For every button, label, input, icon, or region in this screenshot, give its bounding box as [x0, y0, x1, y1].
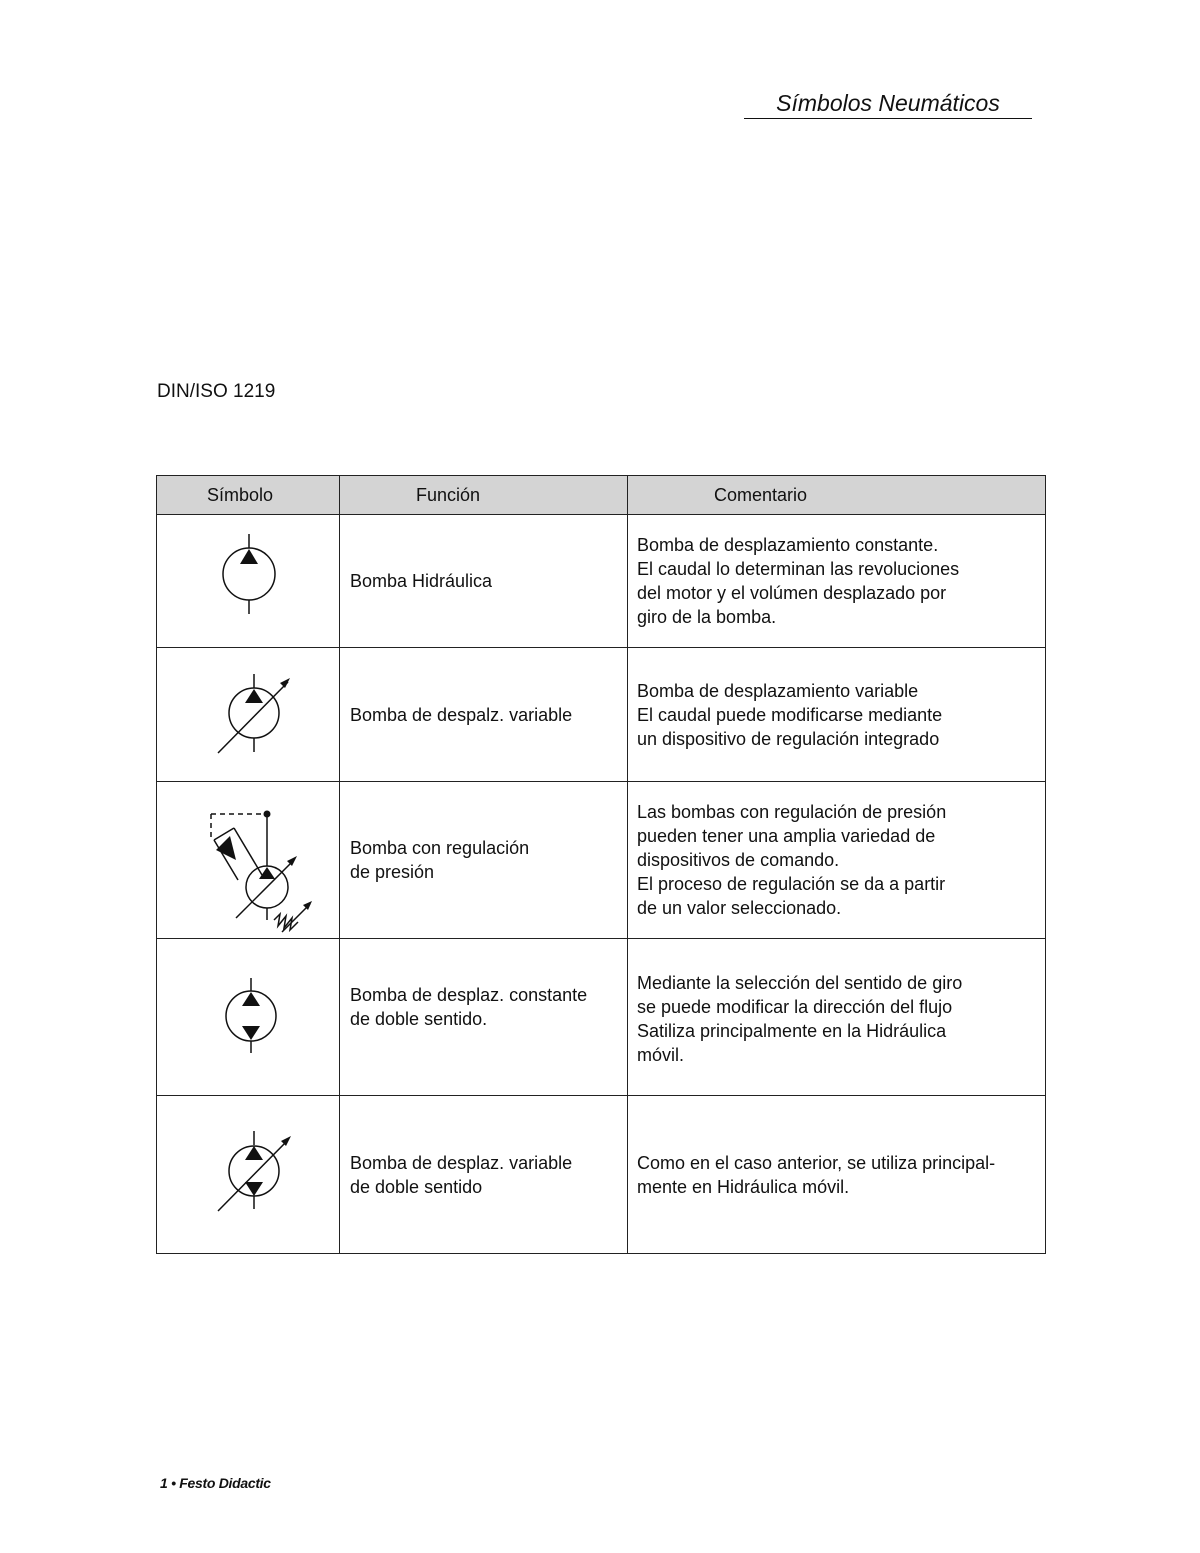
- symbol-cell: [157, 515, 340, 648]
- fixed-displacement-pump-icon: [188, 526, 308, 636]
- bidirectional-fixed-pump-icon: [188, 957, 308, 1077]
- table-row: [157, 782, 1046, 939]
- pressure-compensated-pump-icon: [178, 788, 318, 933]
- bidirectional-variable-pump-icon: [188, 1115, 308, 1235]
- column-header-funcion: Función: [340, 476, 628, 515]
- table-row: [157, 939, 1046, 1096]
- comentario-cell: Como en el caso anterior, se utiliza principal- mente en Hidráulica móvil.: [628, 1096, 1046, 1254]
- symbol-cell: [157, 782, 340, 939]
- symbols-table: [156, 475, 1046, 1254]
- comentario-cell: Bomba de desplazamiento constante. El caudal lo determinan las revoluciones del motor y el volúmen desplazado por giro de la bomba.: [628, 515, 1046, 648]
- funcion-cell: Bomba de desplaz. variable de doble sentido: [340, 1096, 628, 1254]
- table-header-row: [157, 476, 1046, 515]
- symbol-cell: [157, 1096, 340, 1254]
- variable-displacement-pump-icon: [188, 660, 308, 770]
- page-footer: 1 • Festo Didactic: [160, 1475, 271, 1491]
- comentario-cell: Las bombas con regulación de presión pueden tener una amplia variedad de dispositivos de comando. El proceso de regulación se da a partir de un valor seleccionado.: [628, 782, 1046, 939]
- comentario-cell: Mediante la selección del sentido de giro se puede modificar la dirección del flujo Satiliza principalmente en la Hidráulica móvil.: [628, 939, 1046, 1096]
- page-title: Símbolos Neumáticos: [744, 88, 1032, 119]
- table-row: [157, 648, 1046, 782]
- funcion-cell: Bomba de desplaz. constante de doble sentido.: [340, 939, 628, 1096]
- symbol-cell: [157, 939, 340, 1096]
- column-header-comentario: Comentario: [628, 476, 1046, 515]
- standard-label: DIN/ISO 1219: [157, 381, 276, 402]
- table-row: [157, 1096, 1046, 1254]
- table-row: [157, 515, 1046, 648]
- funcion-cell: Bomba de despalz. variable: [340, 648, 628, 782]
- comentario-cell: Bomba de desplazamiento variable El caudal puede modificarse mediante un dispositivo de regulación integrado: [628, 648, 1046, 782]
- funcion-cell: Bomba Hidráulica: [340, 515, 628, 648]
- funcion-cell: Bomba con regulación de presión: [340, 782, 628, 939]
- column-header-simbolo: Símbolo: [157, 476, 340, 515]
- symbol-cell: [157, 648, 340, 782]
